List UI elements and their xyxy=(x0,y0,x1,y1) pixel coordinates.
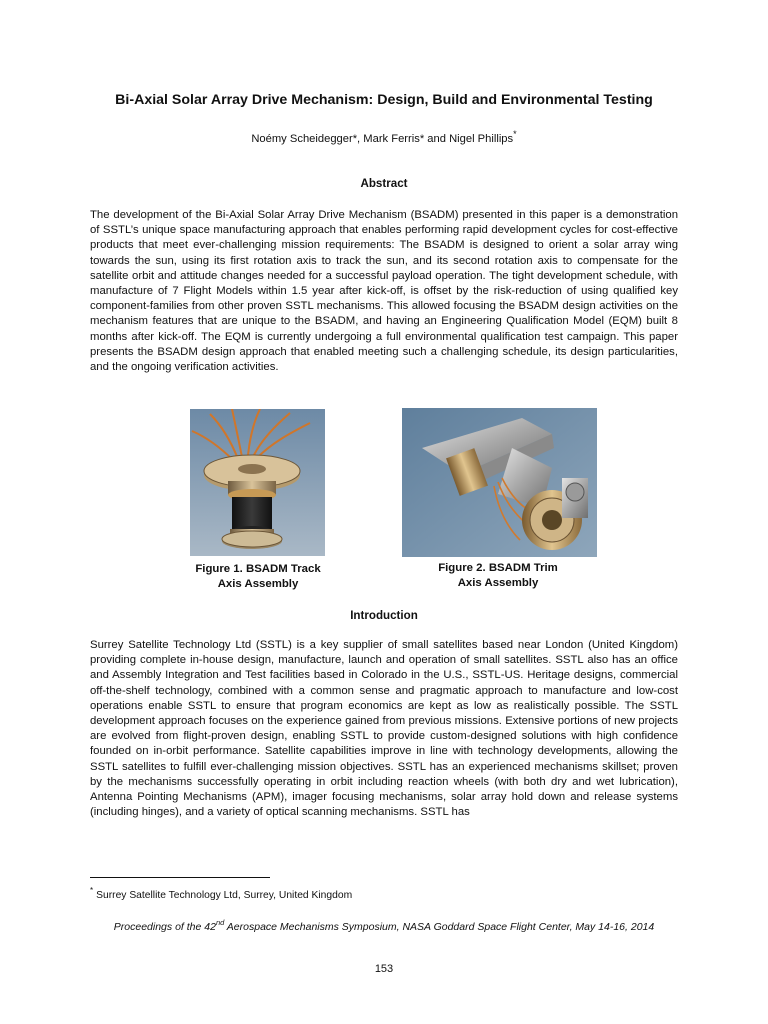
introduction-text: Surrey Satellite Technology Ltd (SSTL) is a key supplier of small satellites based near London (United Kingdom) providing complete in-house design, manufacture, launch and operation of small satellites. SSTL also has an office and Assembly Integration and Test facilities based in Colorado in the U.S., SSTL-US. Heritage designs, commercial off-the-shelf technology, combined with a common sense and pragmatic approach to manufacture and low-cost operations enable SSTL to ensure that program economics are kept as low as realistically possible. The SSTL development approach focuses on the experience gained from previous missions. Extensive portions of new projects are evolved from flight-proven design, enabling SSTL to provide custom-designed solutions with high confidence founded on in-orbit performance. Satellite capabilities improve in line with technology developments, allowing the SSTL satellites to fulfill ever-challenging mission objectives. SSTL has an experienced mechanisms skillset; proven by the mechanisms successfully operating in orbit including reaction wheels (with both dry and wet lubrication), Antenna Pointing Mechanisms (APM), imager focusing mechanisms, solar array hold down and release systems (including hinges), and a variety of optical scanning mechanisms. SSTL has xyxy=(90,639,678,819)
proceedings-line xyxy=(90,918,678,933)
track-axis-assembly-photo xyxy=(190,409,325,556)
author-affiliation-marker: * xyxy=(513,129,517,139)
footnote-text: Surrey Satellite Technology Ltd, Surrey, United Kingdom xyxy=(96,890,353,901)
page-number: 153 xyxy=(374,963,394,975)
figure-2-image xyxy=(402,408,597,557)
figure-1-image xyxy=(190,409,325,556)
proceedings-after: Aerospace Mechanisms Symposium, NASA Goddard Space Flight Center, May 14-16, 2014 xyxy=(224,921,655,933)
footnote xyxy=(90,886,352,901)
author-line xyxy=(90,129,678,145)
figure-1-caption-line-1: Figure 1. BSADM Track xyxy=(195,563,321,575)
figure-1-caption-line-2: Axis Assembly xyxy=(217,578,299,590)
abstract-text: The development of the Bi-Axial Solar Array Drive Mechanism (BSADM) presented in this paper is a demonstration of SSTL’s unique space manufacturing approach that enables performing rapid development cycles for cost-effective products that meet ever-challenging mission requirements: The BSADM is designed to orient a solar array wing towards the sun, using its first rotation axis to track the sun, and its second rotation axis to compensate for the satellite orbit and attitude changes needed for a successful payload operation. The tight development schedule, with manufacture of 7 Flight Models within 1.5 year after kick-off, is offset by the risk-reduction of using qualified key component-families from other proven SSTL mechanisms. This allowed focusing the BSADM design activities on the mechanism features that are unique to the BSADM, and having an Engineering Qualification Model (EQM) built 8 months after kick-off. The EQM is currently undergoing a full environmental qualification test campaign. This paper presents the BSADM design approach that enabled meeting such a challenging schedule, its design particularities, and the ongoing verification activities. xyxy=(90,209,678,374)
paper-title: Bi-Axial Solar Array Drive Mechanism: Design, Build and Environmental Testing xyxy=(115,92,653,108)
proceedings-before: Proceedings of the 42 xyxy=(113,921,216,933)
proceedings-ordinal: nd xyxy=(215,918,225,927)
figure-2-caption xyxy=(410,561,586,591)
figure-2-caption-line-1: Figure 2. BSADM Trim xyxy=(438,562,558,574)
author-names: Noémy Scheidegger*, Mark Ferris* and Nigel Phillips xyxy=(251,133,514,145)
figure-1-caption xyxy=(178,562,338,592)
trim-axis-assembly-photo xyxy=(402,408,597,557)
footnote-marker: * xyxy=(90,886,94,895)
paper-page xyxy=(90,0,678,1024)
introduction-heading: Introduction xyxy=(350,609,418,622)
footnote-rule xyxy=(90,877,270,878)
abstract-heading: Abstract xyxy=(360,177,408,190)
figure-2-caption-line-2: Axis Assembly xyxy=(457,577,539,589)
